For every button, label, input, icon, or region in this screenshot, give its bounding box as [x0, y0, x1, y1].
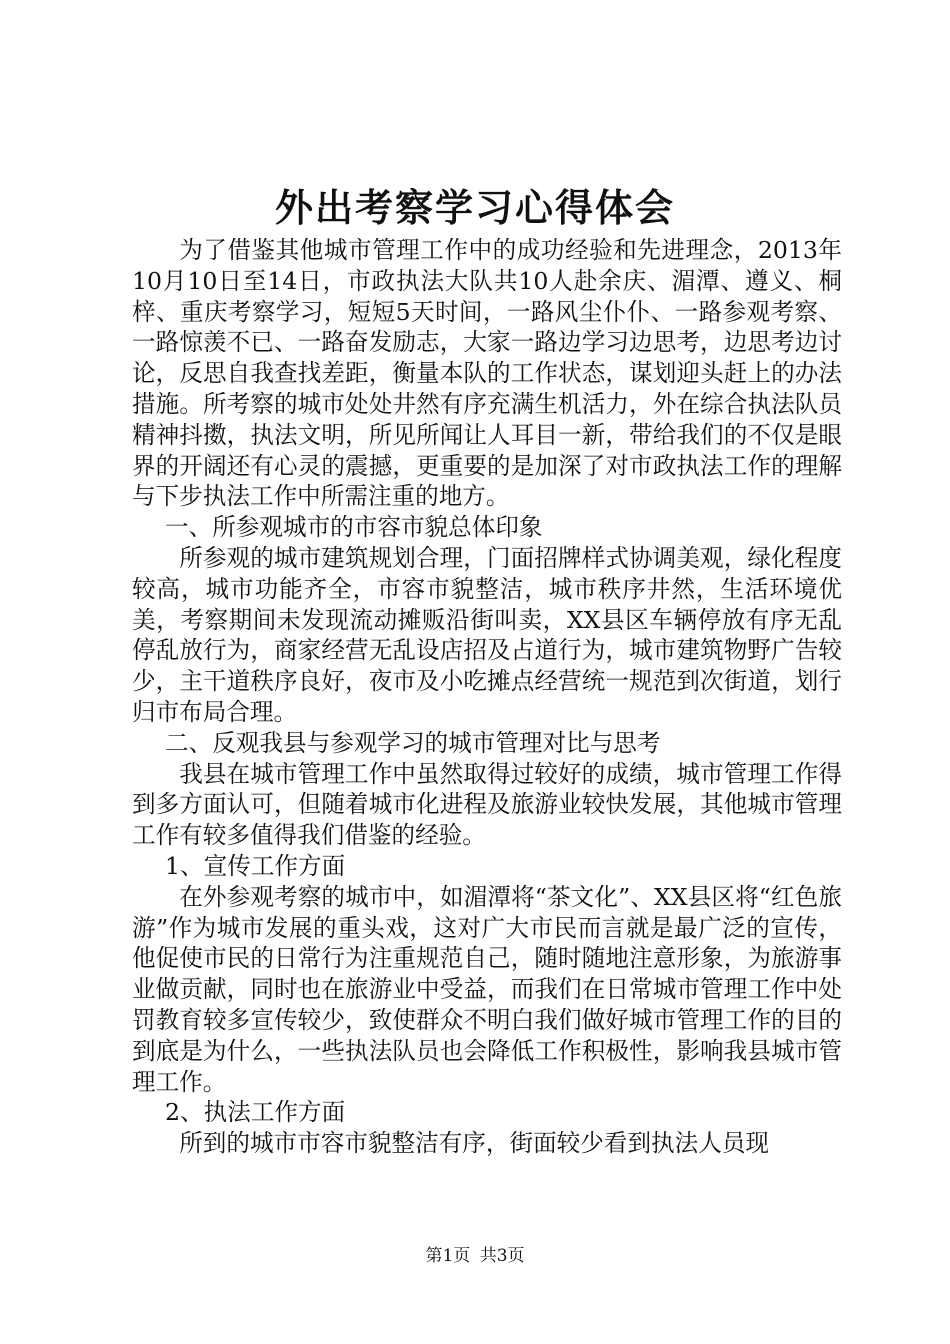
page-total: 共3页: [479, 1246, 525, 1266]
paragraph-publicity: 在外参观考察的城市中，如湄潭将“茶文化”、XX县区将“红色旅游”作为城市发展的重头戏，这对广大市民而言就是最广泛的宣传，他促使市民的日常行为注重规范自己，随时随地注意形象，为旅游事业做贡献，同时也在旅游业中受益，而我们在日常城市管理工作中处罚教育较多宣传较少，致使群众不明白我们做好城市管理工作的目的到底是为什么，一些执法队员也会降低工作积极性，影响我县城市管理工作。: [132, 882, 842, 1096]
paragraph-impression: 所参观的城市建筑规划合理，门面招牌样式协调美观，绿化程度较高，城市功能齐全，市容市貌整洁，城市秩序井然，生活环境优美，考察期间未发现流动摊贩沿街叫卖，XX县区车辆停放有序无乱停乱放行为，商家经营无乱设店招及占道行为，城市建筑物野广告较少，主干道秩序良好，夜市及小吃摊点经营统一规范到次街道，划行归市布局合理。: [132, 543, 842, 726]
page-number: 第1页: [425, 1246, 471, 1266]
document-title: 外出考察学习心得体会: [274, 185, 675, 230]
paragraph-enforcement: 所到的城市市容市貌整洁有序，街面较少看到执法人员现: [179, 1129, 770, 1158]
paragraph-comparison: 我县在城市管理工作中虽然取得过较好的成绩，城市管理工作得到多方面认可，但随着城市化进程及旅游业较快发展，其他城市管理工作有较多值得我们借鉴的经验。: [132, 759, 842, 850]
heading-section-2: 二、反观我县与参观学习的城市管理对比与思考: [165, 728, 661, 757]
paragraph-intro: 为了借鉴其他城市管理工作中的成功经验和先进理念，2013年10月10日至14日，市政执法大队共10人赴余庆、湄潭、遵义、桐梓、重庆考察学习，短短5天时间，一路风尘仆仆、一路参观考察、一路惊羡不已、一路奋发励志，大家一路边学习边思考，边思考边讨论，反思自我查找差距，衡量本队的工作状态，谋划迎头赶上的办法措施。所考察的城市处处井然有序充满生机活力，外在综合执法队员精神抖擞，执法文明，所见所闻让人耳目一新，带给我们的不仅是眼界的开阔还有心灵的震撼，更重要的是加深了对市政执法工作的理解与下步执法工作中所需注重的地方。: [132, 236, 842, 511]
heading-publicity: 1、宣传工作方面: [165, 851, 346, 880]
heading-section-1: 一、所参观城市的市容市貌总体印象: [165, 513, 543, 542]
page-footer: [0, 1245, 950, 1267]
heading-enforcement: 2、执法工作方面: [165, 1098, 346, 1127]
document-body: [132, 235, 842, 1159]
